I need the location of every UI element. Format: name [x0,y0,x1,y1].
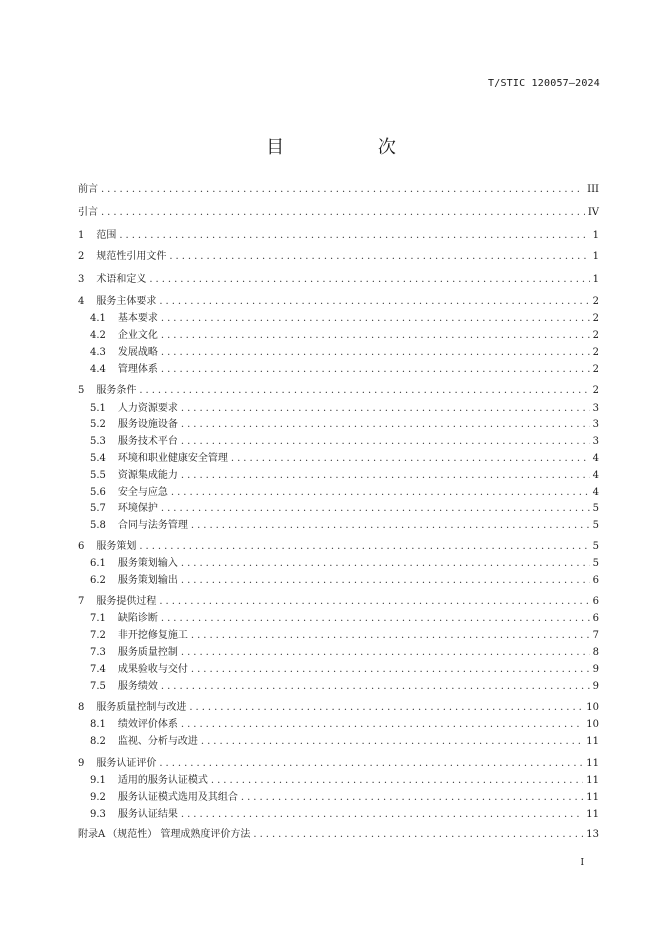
toc-entry-number: 5.8 [90,520,106,531]
toc-entry-label: 服务认证评价 [96,758,157,769]
toc-entry-label: 前言 [78,184,98,195]
toc-entry[interactable] [90,344,599,361]
toc-entry-label: 环境和职业健康安全管理 [117,453,228,464]
dot-leader [181,416,590,433]
dot-leader [149,271,589,288]
dot-leader [159,593,589,610]
dot-leader [181,400,590,417]
toc-entry-label: 服务设施设备 [117,419,178,430]
dot-leader [161,610,590,627]
dot-leader [161,678,590,695]
toc-entry-page: 11 [586,736,599,747]
toc-entry-number: 附录A [78,829,106,840]
toc-entry-label: 资源集成能力 [117,470,178,481]
toc-entry-label: 适用的服务认证模式 [117,775,208,786]
toc-entry-number: 3 [78,274,85,285]
toc-entry[interactable] [90,433,599,450]
toc-entry-label: 绩效评价体系 [117,719,178,730]
dot-leader [181,716,583,733]
toc-entry-number: 1 [78,230,85,241]
toc-entry-number: 7.4 [90,664,106,675]
toc-entry-label: 环境保护 [117,503,158,514]
dot-leader [161,500,590,517]
toc-entry-page: 6 [592,613,599,624]
dot-leader [159,755,583,772]
dot-leader [161,310,590,327]
toc-entry-number: 9 [78,758,85,769]
dot-leader [181,433,590,450]
toc-entry-number: 7.3 [90,647,106,658]
toc-entry[interactable] [78,248,599,265]
toc-entry-number: 4.4 [90,364,106,375]
toc-entry[interactable] [90,555,599,572]
toc-entry[interactable] [90,806,599,823]
dot-leader [191,661,590,678]
toc-entry-label: 服务质量控制 [117,647,178,658]
toc-entry[interactable] [90,610,599,627]
toc-entry-label: （规范性） 管理成熟度评价方法 [107,829,251,840]
toc-entry-label: 管理体系 [117,364,158,375]
dot-leader [181,572,590,589]
toc-entry-page: 11 [586,775,599,786]
toc-entry-page: 4 [592,453,599,464]
toc-entry-page: 2 [592,347,599,358]
toc-entry-number: 8 [78,702,85,713]
toc-entry-page: 7 [592,630,599,641]
page-title: 目 次 [266,137,440,158]
toc-entry-label: 监视、分析与改进 [117,736,198,747]
toc-entry-page: 3 [592,436,599,447]
dot-leader [139,382,589,399]
dot-leader [119,227,589,244]
toc-entry-page: 5 [592,520,599,531]
toc-entry-number: 4.1 [90,313,106,324]
toc-entry-label: 服务主体要求 [96,296,157,307]
dot-leader [201,733,583,750]
dot-leader [139,538,589,555]
toc-entry-number: 4 [78,296,85,307]
toc-entry-page: 1 [592,274,599,285]
toc-entry-page: 11 [586,792,599,803]
toc-entry-label: 非开挖修复施工 [117,630,188,641]
toc-entry[interactable] [78,382,599,399]
toc-entry-number: 8.1 [90,719,106,730]
toc-entry-number: 5.6 [90,487,106,498]
toc-entry[interactable] [90,484,599,501]
toc-entry-page: III [587,184,599,195]
toc-entry[interactable] [78,181,599,198]
dot-leader [189,699,583,716]
toc-entry[interactable] [90,678,599,695]
toc-entry-number: 9.3 [90,809,106,820]
toc-entry-number: 6.2 [90,575,106,586]
toc-entry-number: 4.3 [90,347,106,358]
toc-entry-number: 2 [78,251,85,262]
toc-entry[interactable] [90,789,599,806]
toc-entry[interactable] [78,593,599,610]
page-number: I [580,858,584,868]
toc-entry[interactable] [90,716,599,733]
toc-entry-number: 6.1 [90,558,106,569]
toc-entry-page: 4 [592,487,599,498]
toc-entry[interactable] [90,772,599,789]
toc-entry-page: IV [587,207,599,218]
toc-entry-page: 6 [592,596,599,607]
toc-entry-page: 11 [586,758,599,769]
toc-entry-label: 规范性引用文件 [96,251,167,262]
dot-leader [241,789,583,806]
toc-entry[interactable] [90,416,599,433]
toc-entry-label: 术语和定义 [96,274,147,285]
toc-entry-number: 5.3 [90,436,106,447]
toc-entry[interactable] [78,826,599,843]
toc-entry[interactable] [78,293,599,310]
toc-entry-page: 1 [592,230,599,241]
toc-entry-label: 服务认证模式选用及其组合 [117,792,238,803]
toc-entry-number: 8.2 [90,736,106,747]
toc-entry-number: 6 [78,541,85,552]
dot-leader [181,555,590,572]
toc-entry-page: 9 [592,664,599,675]
toc-entry-number: 5.4 [90,453,106,464]
toc-entry-page: 5 [592,558,599,569]
toc-entry-page: 9 [592,681,599,692]
toc-entry-number: 7.1 [90,613,106,624]
toc-entry-label: 人力资源要求 [117,403,178,414]
toc-entry[interactable] [78,755,599,772]
toc-entry-page: 1 [592,251,599,262]
toc-entry-label: 服务策划输入 [117,558,178,569]
dot-leader [181,806,583,823]
toc-entry-number: 5.7 [90,503,106,514]
dot-leader [159,293,589,310]
toc-entry-page: 2 [592,296,599,307]
toc-entry[interactable] [90,450,599,467]
toc-entry-number: 7.5 [90,681,106,692]
toc-entry-label: 安全与应急 [117,487,168,498]
dot-leader [181,467,590,484]
toc-entry-label: 服务认证结果 [117,809,178,820]
toc-entry-page: 11 [586,809,599,820]
toc-entry[interactable] [90,733,599,750]
dot-leader [161,361,590,378]
toc-entry-page: 10 [586,702,599,713]
toc-entry-page: 2 [592,330,599,341]
toc-entry-label: 服务策划输出 [117,575,178,586]
toc-entry[interactable] [90,644,599,661]
toc-entry-label: 服务绩效 [117,681,158,692]
dot-leader [181,644,590,661]
dot-leader [101,181,584,198]
toc-entry-page: 13 [586,829,599,840]
toc-entry-page: 4 [592,470,599,481]
dot-leader [231,450,590,467]
toc-entry-number: 9.1 [90,775,106,786]
toc-entry-page: 3 [592,419,599,430]
toc-entry-page: 5 [592,541,599,552]
toc-entry[interactable] [78,204,599,221]
toc-entry-number: 5 [78,385,85,396]
toc-entry-label: 服务质量控制与改进 [96,702,187,713]
toc-entry-number: 7 [78,596,85,607]
toc-entry[interactable] [90,627,599,644]
toc-entry-label: 缺陷诊断 [117,613,158,624]
toc-entry-page: 2 [592,364,599,375]
toc-entry-label: 服务条件 [96,385,137,396]
toc-entry-label: 成果验收与交付 [117,664,188,675]
toc-entry-page: 2 [592,313,599,324]
toc-entry-number: 5.2 [90,419,106,430]
toc-entry[interactable] [90,572,599,589]
toc-entry[interactable] [90,327,599,344]
toc-entry-number: 9.2 [90,792,106,803]
toc-entry-number: 7.2 [90,630,106,641]
toc-entry-page: 3 [592,403,599,414]
dot-leader [161,327,590,344]
document-code: T/STIC 120057—2024 [488,78,600,89]
dot-leader [169,248,589,265]
toc-entry-page: 10 [586,719,599,730]
dot-leader [253,826,583,843]
toc-entry-label: 基本要求 [117,313,158,324]
toc-entry[interactable] [78,538,599,555]
dot-leader [191,627,590,644]
toc-entry-label: 服务技术平台 [117,436,178,447]
toc-entry-page: 2 [592,385,599,396]
dot-leader [191,517,590,534]
toc-entry[interactable] [90,310,599,327]
toc-entry-label: 范围 [96,230,117,241]
toc-entry[interactable] [90,517,599,534]
toc-entry[interactable] [90,661,599,678]
toc-entry[interactable] [90,467,599,484]
toc-entry[interactable] [78,699,599,716]
toc-entry[interactable] [90,500,599,517]
toc-entry-page: 8 [592,647,599,658]
toc-entry-label: 服务提供过程 [96,596,157,607]
toc-entry-number: 4.2 [90,330,106,341]
toc-entry[interactable] [90,400,599,417]
toc-entry-label: 服务策划 [96,541,137,552]
toc-entry[interactable] [90,361,599,378]
toc-entry-page: 6 [592,575,599,586]
toc-entry-number: 5.5 [90,470,106,481]
toc-entry-label: 发展战略 [117,347,158,358]
dot-leader [161,344,590,361]
toc-entry-label: 企业文化 [117,330,158,341]
toc-entry-label: 合同与法务管理 [117,520,188,531]
toc-entry-label: 引言 [78,207,98,218]
dot-leader [211,772,583,789]
toc-entry-number: 5.1 [90,403,106,414]
toc-entry[interactable] [78,271,599,288]
dot-leader [171,484,590,501]
toc-entry-page: 5 [592,503,599,514]
dot-leader [101,204,585,221]
toc-entry[interactable] [78,227,599,244]
